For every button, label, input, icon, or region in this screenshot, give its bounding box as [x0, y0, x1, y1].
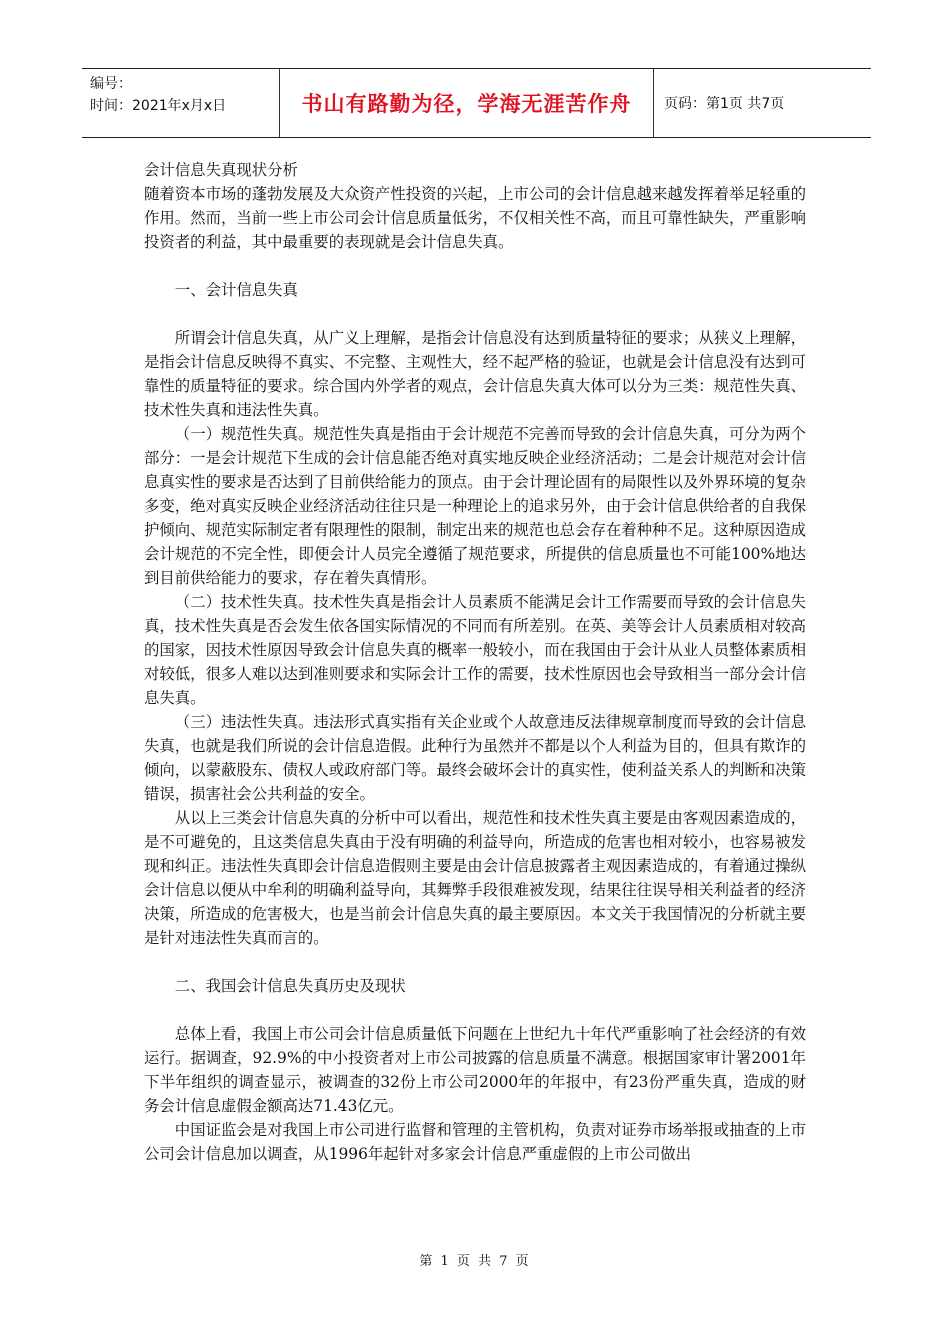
- header-page-label: 页码：第1页 共7页: [664, 96, 785, 112]
- page-header: [82, 68, 871, 138]
- page-footer: 第 1 页 共 7 页: [419, 1254, 531, 1269]
- section-heading-2: 二、我国会计信息失真历史及现状: [174, 977, 406, 995]
- paragraph-intro: 随着资本市场的蓬勃发展及大众资产性投资的兴起，上市公司的会计信息越来越发挥着举足轻重的作用。然而，当前一些上市公司会计信息质量低劣，不仅相关性不高，而且可靠性缺失，严重影响投资者的利益，其中最重要的表现就是会计信息失真。: [144, 185, 806, 251]
- header-motto: 书山有路勤为径，学海无涯苦作舟: [280, 69, 654, 137]
- paragraph: 所谓会计信息失真，从广义上理解，是指会计信息没有达到质量特征的要求；从狭义上理解，是指会计信息反映得不真实、不完整、主观性大，经不起严格的验证，也就是会计信息没有达到可靠性的质量特征的要求。综合国内外学者的观点，会计信息失真大体可以分为三类：规范性失真、技术性失真和违法性失真。: [144, 329, 806, 419]
- time-label: 时间：2021年x月x日: [90, 98, 227, 114]
- number-label: 编号：: [90, 76, 132, 92]
- paragraph: （一）规范性失真。规范性失真是指由于会计规范不完善而导致的会计信息失真，可分为两个部分：一是会计规范下生成的会计信息能否绝对真实地反映企业经济活动；二是会计规范对会计信息真实性的要求是否达到了目前供给能力的顶点。由于会计理论固有的局限性以及外界环境的复杂多变，绝对真实反映企业经济活动往往只是一种理论上的追求另外，由于会计信息供给者的自我保护倾向、规范实际制定者有限理性的限制，制定出来的规范也总会存在着种种不足。这种原因造成会计规范的不完全性，即便会计人员完全遵循了规范要求，所提供的信息质量也不可能100%地达到目前供给能力的要求，存在着失真情形。: [144, 425, 806, 587]
- section-heading-1: 一、会计信息失真: [174, 281, 298, 299]
- paragraph: 中国证监会是对我国上市公司进行监督和管理的主管机构，负责对证券市场举报或抽查的上市公司会计信息加以调查，从1996年起针对多家会计信息严重虚假的上市公司做出: [144, 1121, 806, 1163]
- paragraph: （三）违法性失真。违法形式真实指有关企业或个人故意违反法律规章制度而导致的会计信息失真，也就是我们所说的会计信息造假。此种行为虽然并不都是以个人利益为目的，但具有欺诈的倾向，以蒙蔽股东、债权人或政府部门等。最终会破坏会计的真实性，使利益关系人的判断和决策错误，损害社会公共利益的安全。: [144, 713, 806, 803]
- document-body: [144, 158, 806, 1166]
- paragraph: （二）技术性失真。技术性失真是指会计人员素质不能满足会计工作需要而导致的会计信息失真，技术性失真是否会发生依各国实际情况的不同而有所差别。在英、美等会计人员素质相对较高的国家，因技术性原因导致会计信息失真的概率一般较小，而在我国由于会计从业人员整体素质相对较低，很多人难以达到准则要求和实际会计工作的需要，技术性原因也会导致相当一部分会计信息失真。: [144, 593, 806, 707]
- paragraph: 从以上三类会计信息失真的分析中可以看出，规范性和技术性失真主要是由客观因素造成的，是不可避免的，且这类信息失真由于没有明确的利益导向，所造成的危害也相对较小，也容易被发现和纠正。违法性失真即会计信息造假则主要是由会计信息披露者主观因素造成的，有着通过操纵会计信息以便从中牟利的明确利益导向，其舞弊手段很难被发现，结果往往误导相关利益者的经济决策，所造成的危害极大，也是当前会计信息失真的最主要原因。本文关于我国情况的分析就主要是针对违法性失真而言的。: [144, 809, 806, 947]
- document-title: 会计信息失真现状分析: [144, 161, 298, 179]
- paragraph: 总体上看，我国上市公司会计信息质量低下问题在上世纪九十年代严重影响了社会经济的有效运行。据调查，92.9%的中小投资者对上市公司披露的信息质量不满意。根据国家审计署2001年下半年组织的调查显示，被调查的32份上市公司2000年的年报中，有23份严重失真，造成的财务会计信息虚假金额高达71.43亿元。: [144, 1025, 806, 1115]
- header-meta: [82, 69, 280, 137]
